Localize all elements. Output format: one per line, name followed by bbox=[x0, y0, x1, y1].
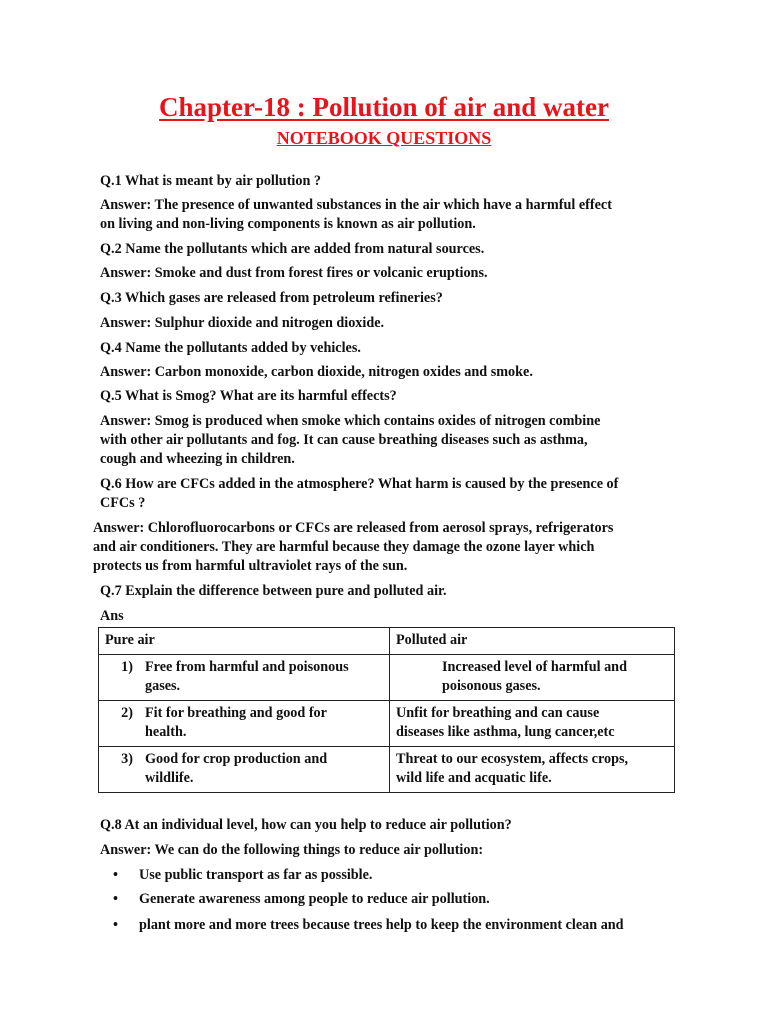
pure-cell-line: Fit for breathing and good for bbox=[145, 704, 327, 721]
polluted-cell-line: Threat to our ecosystem, affects crops, bbox=[396, 750, 629, 767]
bullet-icon: • bbox=[113, 867, 118, 883]
polluted-cell-line: diseases like asthma, lung cancer,etc bbox=[396, 724, 615, 740]
table-row bbox=[99, 654, 675, 700]
question-1: Q.1 What is meant by air pollution ? bbox=[100, 173, 321, 189]
pure-cell-line: Free from harmful and poisonous bbox=[145, 658, 349, 675]
list-item: Generate awareness among people to reduce air pollution. bbox=[139, 891, 490, 907]
answer-8: Answer: We can do the following things to reduce air pollution: bbox=[100, 842, 484, 858]
answer-5-line-2: with other air pollutants and fog. It can cause breathing diseases such as asthma, bbox=[100, 432, 588, 448]
answer-2: Answer: Smoke and dust from forest fires or volcanic eruptions. bbox=[100, 265, 488, 281]
question-5: Q.5 What is Smog? What are its harmful effects? bbox=[100, 388, 397, 404]
table-row bbox=[99, 700, 675, 746]
list-item: Use public transport as far as possible. bbox=[139, 867, 373, 883]
page-title: Chapter-18 : Pollution of air and water bbox=[159, 92, 609, 122]
answer-7: Ans bbox=[100, 608, 124, 624]
table-header-row bbox=[99, 628, 675, 655]
pure-cell-line: wildlife. bbox=[145, 770, 194, 786]
answer-3: Answer: Sulphur dioxide and nitrogen dioxide. bbox=[100, 315, 385, 331]
row-number: 1) bbox=[121, 658, 133, 675]
row-number: 3) bbox=[121, 750, 133, 767]
question-4: Q.4 Name the pollutants added by vehicles. bbox=[100, 340, 361, 356]
answer-5-line-3: cough and wheezing in children. bbox=[100, 451, 295, 467]
answer-6-line-3: protects us from harmful ultraviolet rays of the sun. bbox=[93, 558, 408, 574]
answer-6-line-1: Answer: Chlorofluorocarbons or CFCs are released from aerosol sprays, refrigerators bbox=[93, 520, 614, 536]
comparison-table bbox=[98, 627, 675, 793]
page-subtitle: NOTEBOOK QUESTIONS bbox=[276, 128, 492, 148]
question-2: Q.2 Name the pollutants which are added from natural sources. bbox=[100, 241, 485, 257]
polluted-cell-line: wild life and acquatic life. bbox=[396, 770, 552, 786]
answer-4: Answer: Carbon monoxide, carbon dioxide, nitrogen oxides and smoke. bbox=[100, 364, 533, 380]
answer-1-line-2: on living and non-living components is known as air pollution. bbox=[100, 216, 476, 232]
table-row bbox=[99, 746, 675, 792]
polluted-cell-line: poisonous gases. bbox=[442, 678, 541, 694]
question-6-line-2: CFCs ? bbox=[100, 495, 146, 511]
polluted-cell-line: Unfit for breathing and can cause bbox=[396, 704, 600, 721]
header-pure-air: Pure air bbox=[99, 628, 390, 655]
header-polluted-air: Polluted air bbox=[390, 628, 675, 655]
polluted-cell-line: Increased level of harmful and bbox=[442, 658, 627, 675]
question-7: Q.7 Explain the difference between pure and polluted air. bbox=[100, 583, 447, 599]
answer-5-line-1: Answer: Smog is produced when smoke which contains oxides of nitrogen combine bbox=[100, 413, 601, 429]
question-8: Q.8 At an individual level, how can you help to reduce air pollution? bbox=[100, 817, 512, 833]
question-6-line-1: Q.6 How are CFCs added in the atmosphere? What harm is caused by the presence of bbox=[100, 476, 619, 492]
pure-cell-line: gases. bbox=[145, 678, 181, 694]
answer-6-line-2: and air conditioners. They are harmful because they damage the ozone layer which bbox=[93, 539, 595, 555]
question-3: Q.3 Which gases are released from petroleum refineries? bbox=[100, 290, 443, 306]
list-item: plant more and more trees because trees help to keep the environment clean and bbox=[139, 917, 624, 933]
answer-1-line-1: Answer: The presence of unwanted substances in the air which have a harmful effect bbox=[100, 197, 612, 213]
pure-cell-line: health. bbox=[145, 724, 187, 740]
bullet-icon: • bbox=[113, 917, 118, 933]
bullet-icon: • bbox=[113, 891, 118, 907]
row-number: 2) bbox=[121, 704, 133, 721]
pure-cell-line: Good for crop production and bbox=[145, 750, 328, 767]
